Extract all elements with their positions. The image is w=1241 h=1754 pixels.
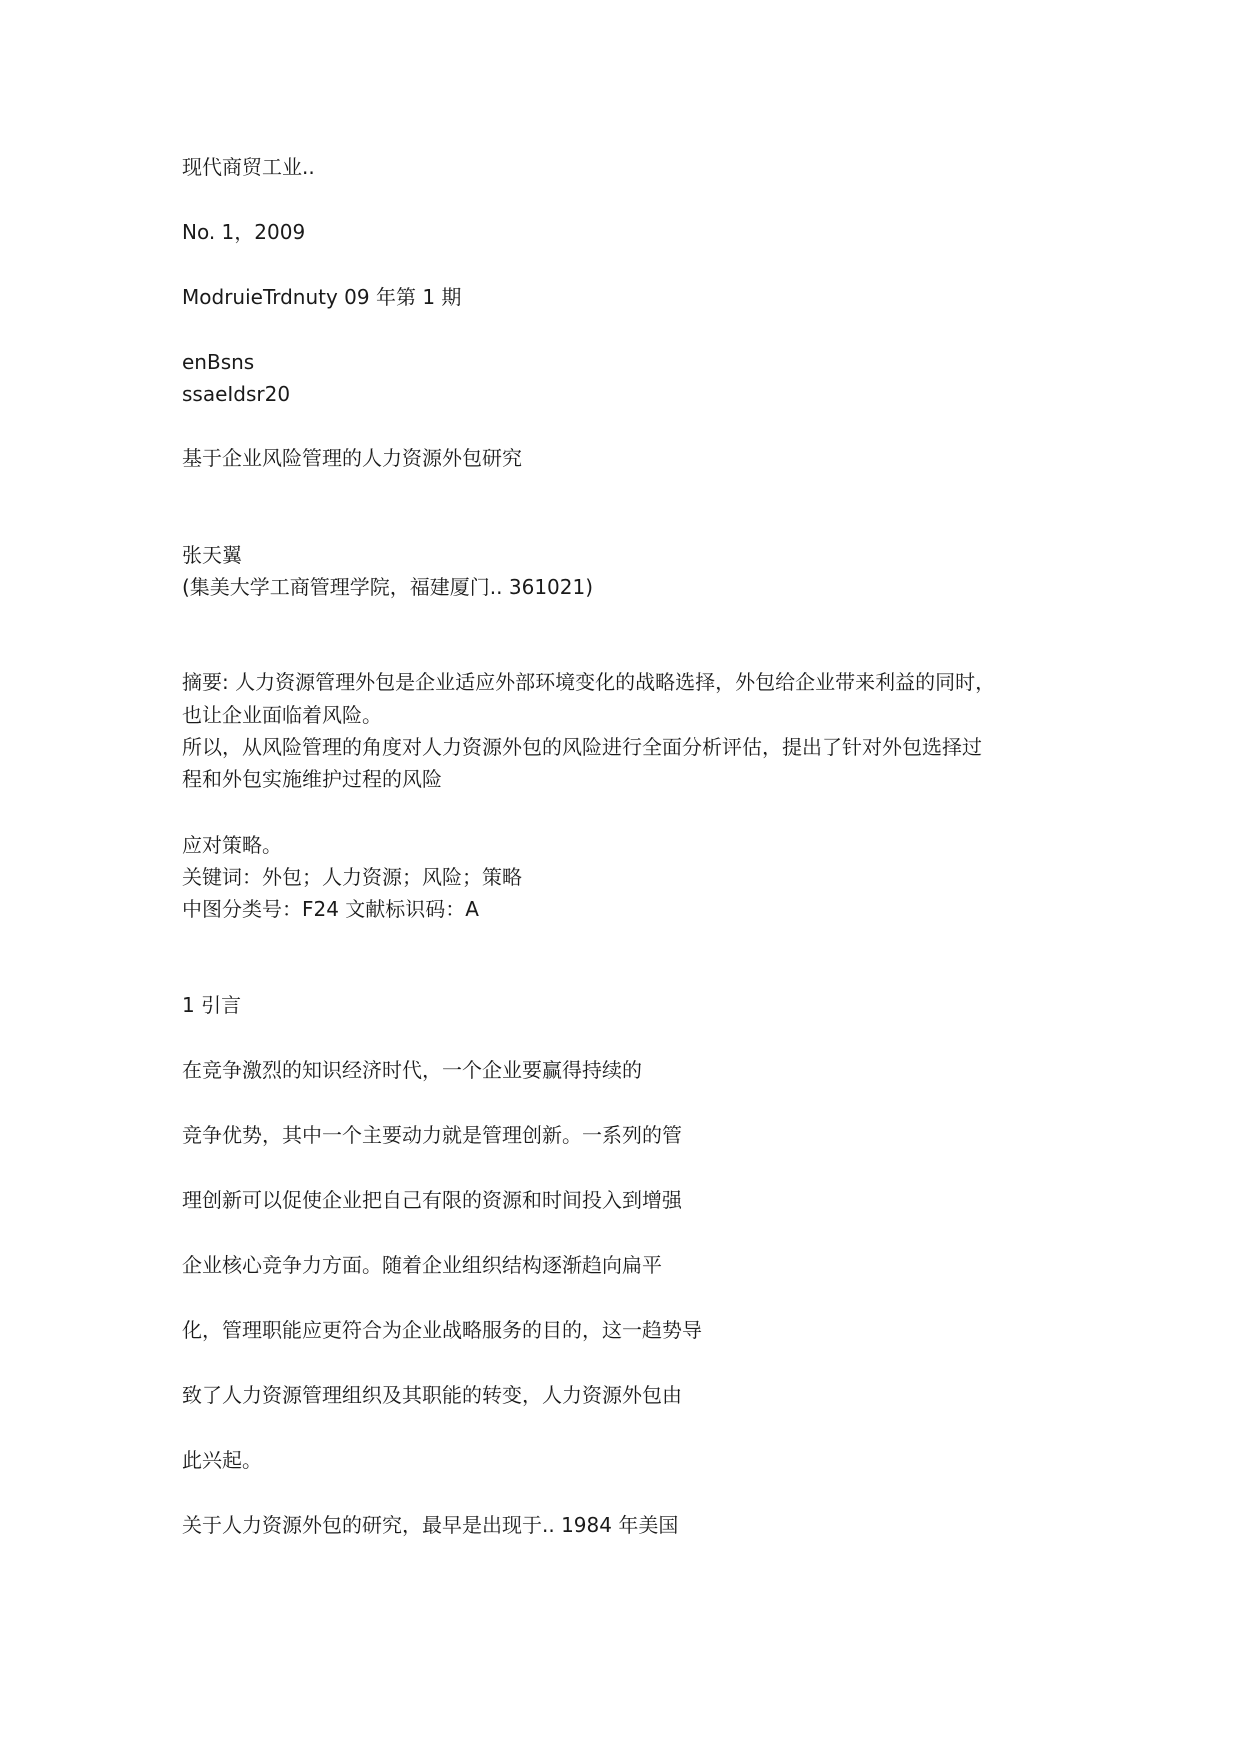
journal-english-issue: ModruieTrdnuty 09 年第 1 期 (182, 285, 462, 309)
author-affiliation: (集美大学工商管理学院，福建厦门.. 361021) (182, 575, 594, 599)
body-line: 致了人力资源管理组织及其职能的转变，人力资源外包由 (182, 1383, 682, 1407)
classification-code: 中图分类号：F24 文献标识码：A (182, 897, 479, 921)
section-heading: 1 引言 (182, 993, 242, 1017)
author-name: 张天翼 (182, 543, 242, 567)
body-line: 竞争优势，其中一个主要动力就是管理创新。一系列的管 (182, 1123, 682, 1147)
body-line: 企业核心竞争力方面。随着企业组织结构逐渐趋向扁平 (182, 1253, 662, 1277)
body-line: 理创新可以促使企业把自己有限的资源和时间投入到增强 (182, 1188, 682, 1212)
body-line: 化，管理职能应更符合为企业战略服务的目的，这一趋势导 (182, 1318, 702, 1342)
abstract-line-2: 也让企业面临着风险。 (182, 703, 382, 727)
article-title: 基于企业风险管理的人力资源外包研究 (182, 446, 522, 470)
body-line: 在竞争激烈的知识经济时代，一个企业要赢得持续的 (182, 1058, 642, 1082)
english-fragment-1: enBsns (182, 350, 255, 374)
abstract-line-5: 应对策略。 (182, 833, 282, 857)
issue-number: No. 1，2009 (182, 220, 306, 244)
english-fragment-2: ssaeIdsr20 (182, 382, 291, 406)
keywords: 关键词：外包；人力资源；风险；策略 (182, 865, 522, 889)
journal-name: 现代商贸工业.. (182, 155, 315, 179)
body-line: 此兴起。 (182, 1448, 262, 1472)
abstract-line-1: 摘要: 人力资源管理外包是企业适应外部环境变化的战略选择，外包给企业带来利益的同时， (182, 670, 996, 694)
abstract-line-4: 程和外包实施维护过程的风险 (182, 767, 442, 791)
abstract-line-3: 所以，从风险管理的角度对人力资源外包的风险进行全面分析评估，提出了针对外包选择过 (182, 735, 982, 759)
body-line: 关于人力资源外包的研究，最早是出现于.. 1984 年美国 (182, 1513, 679, 1537)
